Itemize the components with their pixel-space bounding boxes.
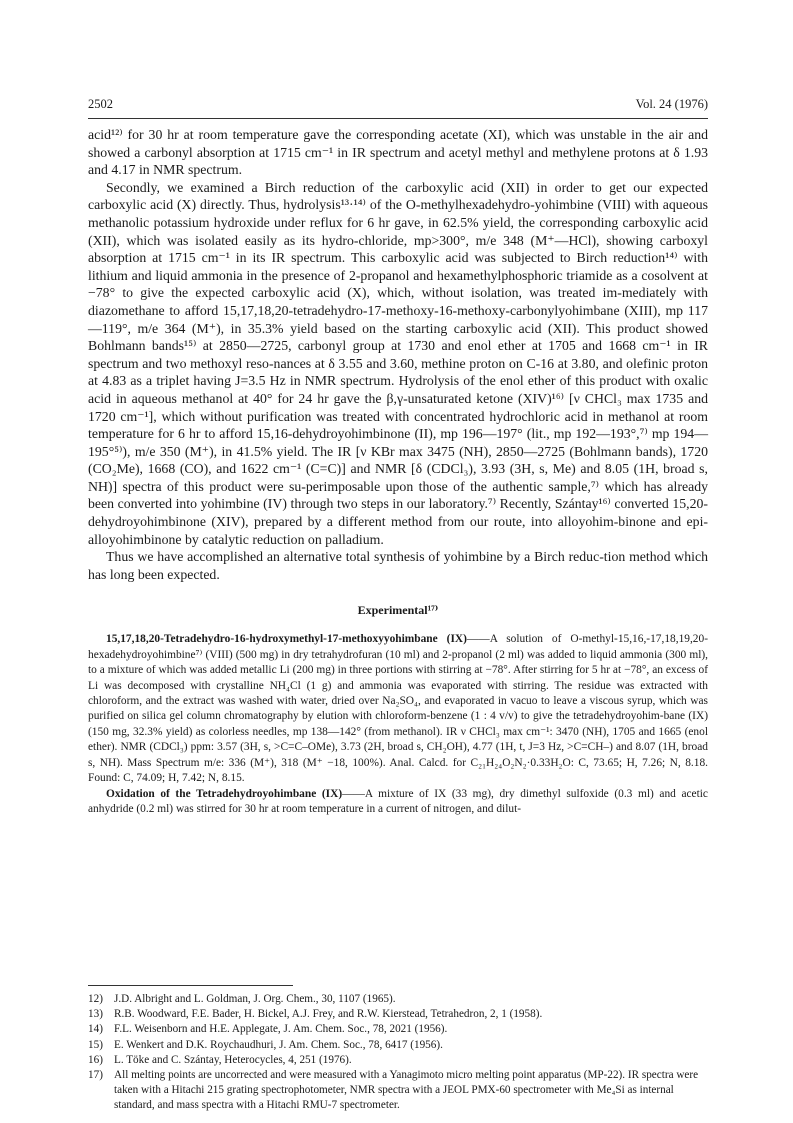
section-title: Experimental¹⁷⁾ <box>357 603 439 618</box>
footnote: 12) J.D. Albright and L. Goldman, J. Org. Chem., 30, 1107 (1965). <box>88 993 396 1005</box>
page-number: 2502 <box>88 97 113 111</box>
volume-label: Vol. 24 (1976) <box>635 97 708 111</box>
experimental-text: ——A mixture of IX (33 mg), dry dimethyl sulfoxide (0.3 ml) and acetic anhydride (0.2 ml) was stirred for 30 hr at room temperature in a current of nitrogen, and dilut- <box>88 787 708 815</box>
paragraph: acid¹²⁾ for 30 hr at room temperature gave the corresponding acetate (XI), which was unstable in the air and showed a carbonyl absorption at 1715 cm⁻¹ in IR spectrum and acetyl methyl and methylene protons at δ 1.93 and 4.17 in NMR spectrum. <box>88 127 708 178</box>
experimental-paragraph <box>88 632 708 786</box>
header-rule <box>88 118 708 119</box>
experimental-text: ——A solution of O-methyl-15,16,-17,18,19,20-hexadehydroyohimbine⁷⁾ (VIII) (500 mg) in dry tetrahydrofuran (10 ml) and 2-propanol (2 ml) was added to liquid ammonia (300 ml), to a mixture of which was added metallic Li (200 mg) in three portions with stirring at −78°. After stirring for 5 hr at −78°, an excess of Li was decomposed with crystalline NH₄Cl (1 g) and ammonia was evaporated with stirring. The residue was extracted with chloroform, and the extract was washed with water, dried over Na₂SO₄, and evaporated in vacuo to leave a viscous syrup, which was purified on silica gel column chromatography by elution with chloroform-benzene (1 : 4 v/v) to give the tetradehydroyohim-bane (IX) (150 mg, 32.3% yield) as colorless needles, mp 138—142° (from methanol). IR ν CHCl₃ max cm⁻¹: 3470 (NH), 1705 and 1665 (enol ether). NMR (CDCl₃) ppm: 3.57 (3H, s, >C=C–OMe), 3.73 (2H, broad s, CH₂OH), 4.77 (1H, t, J=3 Hz, >C=CH–) and 8.07 (1H, broad s, NH). Mass Spectrum m/e: 336 (M⁺), 318 (M⁺ −18, 100%). Anal. Calcd. for C₂₁H₂₄O₂N₂·0.33H₂O: C, 73.65; H, 7.26; N, 8.18. Found: C, 74.09; H, 7.42; N, 8.15. <box>88 633 708 785</box>
footnotes <box>88 992 708 1114</box>
experimental-paragraph <box>88 787 708 818</box>
footnote: 15) E. Wenkert and D.K. Roychaudhuri, J. Am. Chem. Soc., 78, 6417 (1956). <box>88 1038 443 1051</box>
compound-heading: 15,17,18,20-Tetradehydro-16-hydroxymethyl-17-methoxyyohimbane (IX) <box>106 633 467 646</box>
footnote-rule <box>88 985 293 986</box>
compound-heading: Oxidation of the Tetradehydroyohimbane (IX) <box>106 787 343 800</box>
footnote: 14) F.L. Weisenborn and H.E. Applegate, J. Am. Chem. Soc., 78, 2021 (1956). <box>88 1023 448 1036</box>
page-header <box>88 97 708 115</box>
paragraph: Secondly, we examined a Birch reduction of the carboxylic acid (XII) in order to get our expected carboxylic acid (X) directly. Thus, hydrolysis¹³·¹⁴⁾ of the O-methylhexadehydro-yohimbine (VIII) with aqueous methanolic potassium hydroxide under reflux for 6 hr gave, in 62.5% yield, the corresponding carboxylic acid (XII), which was isolated easily as its hydro-chloride, mp>300°, m/e 348 (M⁺—HCl), showing carboxyl absorption at 1715 cm⁻¹ in its IR spectrum. This carboxylic acid was subjected to Birch reduction¹⁴⁾ with lithium and liquid ammonia in the presence of 2-propanol and hexamethylphosphoric triamide as a cosolvent at −78° to give the expected carboxylic acid (X), which, without isolation, was treated im-mediately with diazomethane to afford 15,17,18,20-tetradehydro-17-methoxy-16-methoxy-carbonylyohimbane (XIII), mp 117—119°, m/e 364 (M⁺), in 35.3% yield based on the starting carboxylic acid (XII). This product showed Bohlmann bands¹⁵⁾ at 2850—2725, carbonyl group at 1730 and enol ether at 1705 and 1668 cm⁻¹ in IR spectrum and two methoxyl reso-nances at δ 3.55 and 3.60, methine proton on C-16 at 3.80, and olefinic proton at 4.83 as a triplet having J=3.5 Hz in NMR spectrum. Hydrolysis of the enol ether of this product with oxalic acid in aqueous methanol at 40° for 24 hr gave the β,γ-unsaturated ketone (XIV)¹⁶⁾ [ν CHCl₃ max 1735 and 1720 cm⁻¹], which without purification was treated with concentrated hydrochloric acid in methanol at room temperature for 6 hr to afford 15,16-dehydroyohimbinone (II), mp 196—197° (lit., mp 192—193°,⁷⁾ mp 194—195°⁵⁾), m/e 350 (M⁺), in 41.5% yield. The IR [ν KBr max 3475 (NH), 2850—2725 (Bohlmann bands), 1720 (CO₂Me), 1668 (CO), and 1622 cm⁻¹ (C=C)] and NMR [δ (CDCl₃), 3.93 (3H, s, Me) and 8.05 (1H, broad s, NH)] spectra of this product were su-perimposable upon those of the authentic sample,⁷⁾ which has already been converted into yohimbine (IV) through two steps in our laboratory.⁷⁾ Recently, Szántay¹⁶⁾ converted 15,20-dehydroyohimbinone (XIV), prepared by a different method from our route, into alloyohim-binone and epi-alloyohimbinone by catalytic reduction on palladium. <box>88 179 708 547</box>
footnote: 17) All melting points are uncorrected and were measured with a Yanagimoto micro melting point apparatus (MP-22). IR spectra were taken with a Hitachi 215 grating spectrophotometer, NMR spectra with a JEOL PMX-60 spectrometer with Me₄Si as internal standard, and mass spectra with a Hitachi RMU-7 spectrometer. <box>88 1069 699 1112</box>
main-text <box>88 126 708 817</box>
footnote: 13) R.B. Woodward, F.E. Bader, H. Bickel, A.J. Frey, and R.W. Kierstead, Tetrahedron, 2, 1 (1958). <box>88 1008 543 1021</box>
footnote: 16) L. Töke and C. Szántay, Heterocycles, 4, 251 (1976). <box>88 1053 352 1066</box>
paragraph: Thus we have accomplished an alternative total synthesis of yohimbine by a Birch reduc-tion method which has long been expected. <box>88 549 708 582</box>
